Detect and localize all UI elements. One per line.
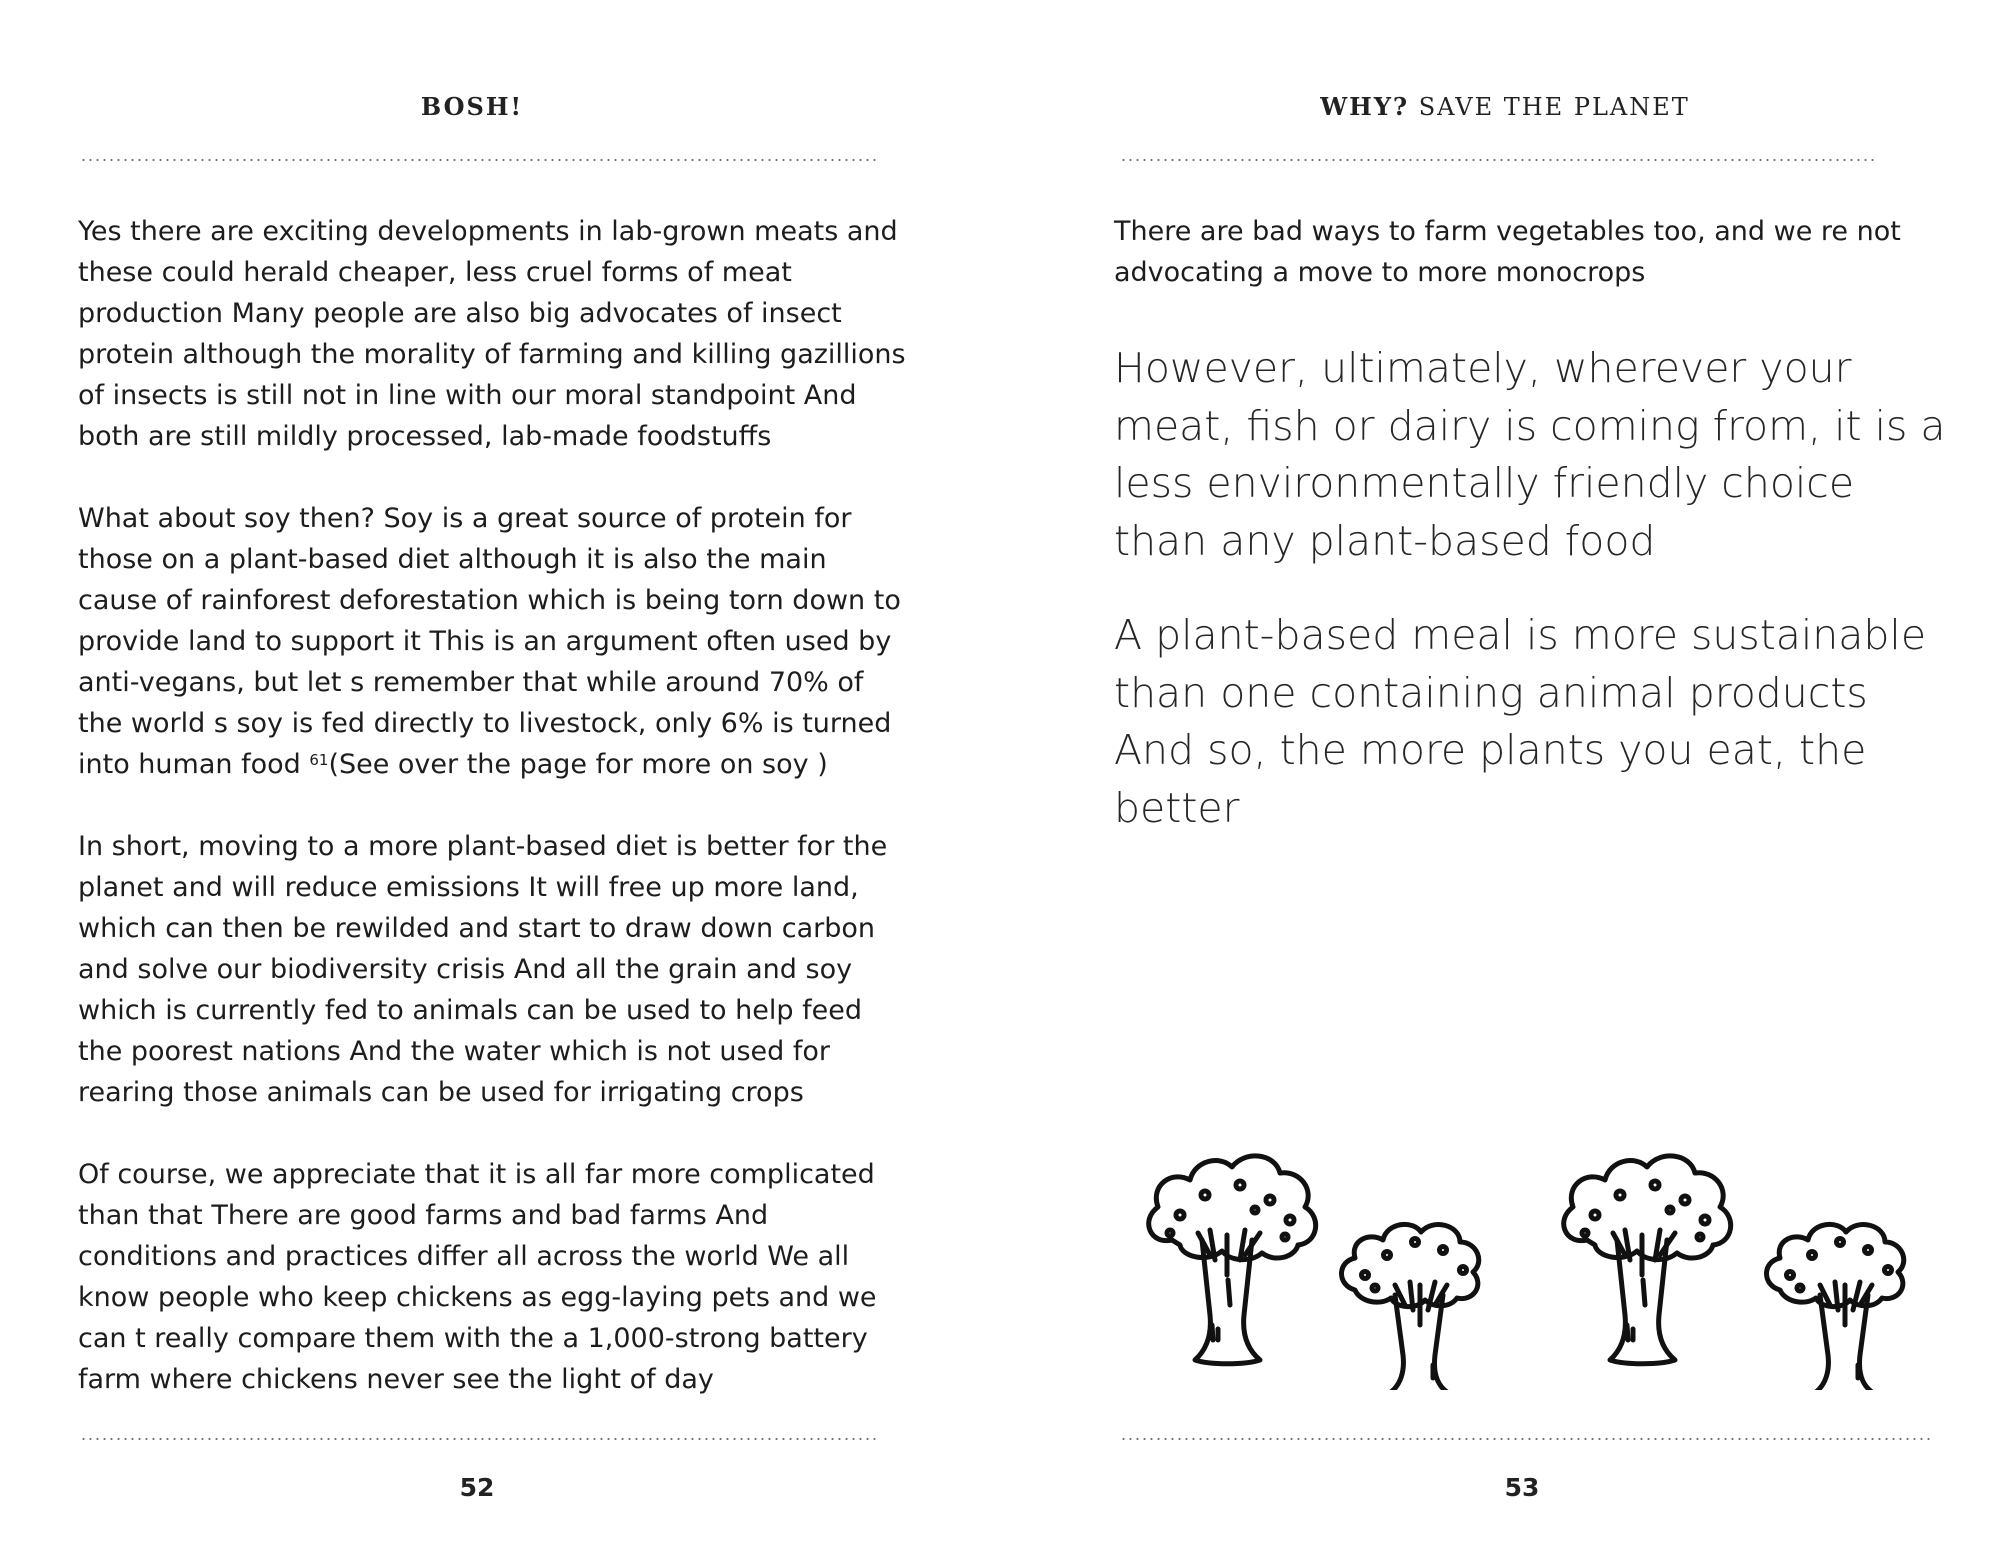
footnote-reference: 61	[309, 751, 329, 769]
running-head-left: BOSH!	[420, 92, 524, 121]
right-page	[1000, 0, 2000, 1547]
broccoli-row-icon	[1110, 1120, 1940, 1390]
broccoli-icon	[1342, 1224, 1479, 1390]
broccoli-icon	[1149, 1156, 1316, 1364]
pull-quote: A plant-based meal is more sustainable than one containing animal products And so, the more plants you eat, the better	[1114, 611, 1927, 832]
paragraph: In short, moving to a more plant-based diet is better for the planet and will reduce emissions It will free up more land, which can then be rewilded and start to draw down carbon and solve our biodiversity crisis And all the grain and soy which is currently fed to animals can be used to help feed the poorest nations And the water which is not used for rearing those animals can be used for irrigating crops	[78, 831, 888, 1108]
bottom-dotted-rule	[80, 1437, 880, 1441]
paragraph: What about soy then? Soy is a great source of protein for those on a plant-based diet although it is also the main cause of rainforest deforestation which is being torn down to provide land to support it This is an argument often used by anti-vegans, but let s remember that while around 70% of the world s soy is fed directly to livestock, only 6% is turned into human food $^{61}$(See over the page for more on soy )	[78, 503, 901, 780]
page-number-right: 53	[1504, 1473, 1540, 1502]
broccoli-icon	[1767, 1224, 1904, 1390]
bottom-dotted-rule	[1120, 1437, 1930, 1441]
paragraph: Yes there are exciting developments in lab-grown meats and these could herald cheaper, less cruel forms of meat production Many people are also big advocates of insect protein although the morality of farming and killing gazillions of insects is still not in line with our moral standpoint And both are still mildly processed, lab-made foodstuffs	[78, 216, 906, 452]
paragraph: Of course, we appreciate that it is all far more complicated than that There are good farms and bad farms And conditions and practices differ all across the world We all know people who keep chickens as egg-laying pets and we can t really compare them with the a 1,000-strong battery farm where chickens never see the light of day	[78, 1159, 877, 1395]
page-number-left: 52	[459, 1473, 495, 1502]
pull-quote: However, ultimately, wherever your meat, fish or dairy is coming from, it is a less environmentally friendly choice than any plant-based food	[1114, 344, 1946, 565]
top-dotted-rule	[1120, 158, 1875, 162]
top-dotted-rule	[80, 158, 880, 162]
right-intro-text: There are bad ways to farm vegetables too, and we re not advocating a move to more monocrops	[1114, 216, 1901, 288]
broccoli-icon	[1564, 1156, 1731, 1364]
left-body-text	[78, 211, 908, 1400]
running-head-right: WHY? SAVE THE PLANET	[1320, 92, 1690, 121]
